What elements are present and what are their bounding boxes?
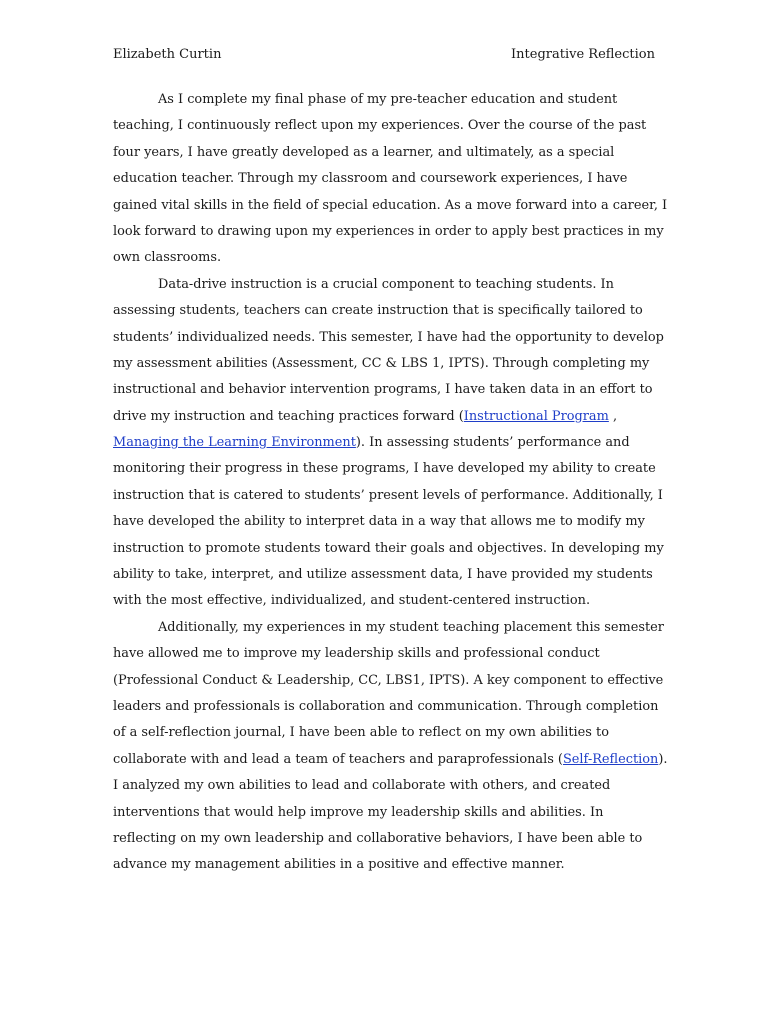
paragraph-leadership [113,615,668,879]
instructional-program-link[interactable]: Instructional Program [463,408,609,424]
text-fragment: drive my instruction and teaching practices forward ( [113,408,464,424]
text-line: instructional and behavior intervention programs, I have taken data in an effort to [113,382,653,398]
text-line: look forward to drawing upon my experiences in order to apply best practices in my [113,223,664,239]
header-title: Integrative Reflection [511,47,655,62]
text-line: with the most effective, individualized, and student-centered instruction. [113,593,591,609]
document-body [113,87,668,879]
text-fragment: ). In assessing students’ performance and [355,435,630,451]
managing-learning-environment-link[interactable]: Managing the Learning Environment [113,435,356,451]
text-line: As I complete my final phase of my pre-teacher education and student [158,92,618,107]
text-line: have allowed me to improve my leadership skills and professional conduct [113,646,600,662]
page-header [113,45,655,65]
text-line: education teacher. Through my classroom and coursework experiences, I have [113,171,628,187]
text-line [113,747,668,773]
text-line: have developed the ability to interpret data in a way that allows me to modify my [113,514,645,530]
text-fragment: collaborate with and lead a team of teachers and paraprofessionals ( [113,751,563,767]
text-line: gained vital skills in the field of special education. As a move forward into a career, I [113,197,668,213]
text-line: advance my management abilities in a positive and effective manner. [113,857,565,873]
text-line: (Professional Conduct & Leadership, CC, LBS1, IPTS). A key component to effective [113,672,664,688]
text-line: instruction that is catered to students’ present levels of performance. Additionally, I [113,487,663,503]
text-fragment: , [608,408,618,424]
text-line: my assessment abilities (Assessment, CC & LBS 1, IPTS). Through completing my [113,355,650,371]
paragraph-intro [113,87,668,272]
text-line: own classrooms. [113,250,222,266]
text-line: reflecting on my own leadership and collaborative behaviors, I have been able to [113,830,643,846]
text-line [113,404,658,430]
self-reflection-link[interactable]: Self-Reflection [562,751,659,767]
text-line: assessing students, teachers can create instruction that is specifically tailored to [113,303,643,319]
text-line: students’ individualized needs. This semester, I have had the opportunity to develop [113,329,664,345]
text-fragment: ). [658,751,668,767]
text-line: Data-drive instruction is a crucial component to teaching students. In [158,276,614,292]
text-line: leaders and professionals is collaboration and communication. Through completion [113,698,659,714]
text-line: interventions that would help improve my leadership skills and abilities. In [113,804,604,820]
paragraph-data-driven-instruction [113,272,664,615]
text-line [113,430,658,456]
text-line: ability to take, interpret, and utilize assessment data, I have provided my students [113,567,653,583]
text-line: Additionally, my experiences in my student teaching placement this semester [158,619,664,635]
text-line: four years, I have greatly developed as a learner, and ultimately, as a special [113,144,615,160]
text-line: of a self-reflection journal, I have been able to reflect on my own abilities to [113,725,609,741]
text-line: monitoring their progress in these programs, I have developed my ability to create [113,461,656,477]
text-line: instruction to promote students toward their goals and objectives. In developing my [113,540,664,556]
text-line: I analyzed my own abilities to lead and collaborate with others, and created [113,778,611,794]
text-line: teaching, I continuously reflect upon my experiences. Over the course of the past [113,118,647,134]
header-author: Elizabeth Curtin [113,47,222,62]
